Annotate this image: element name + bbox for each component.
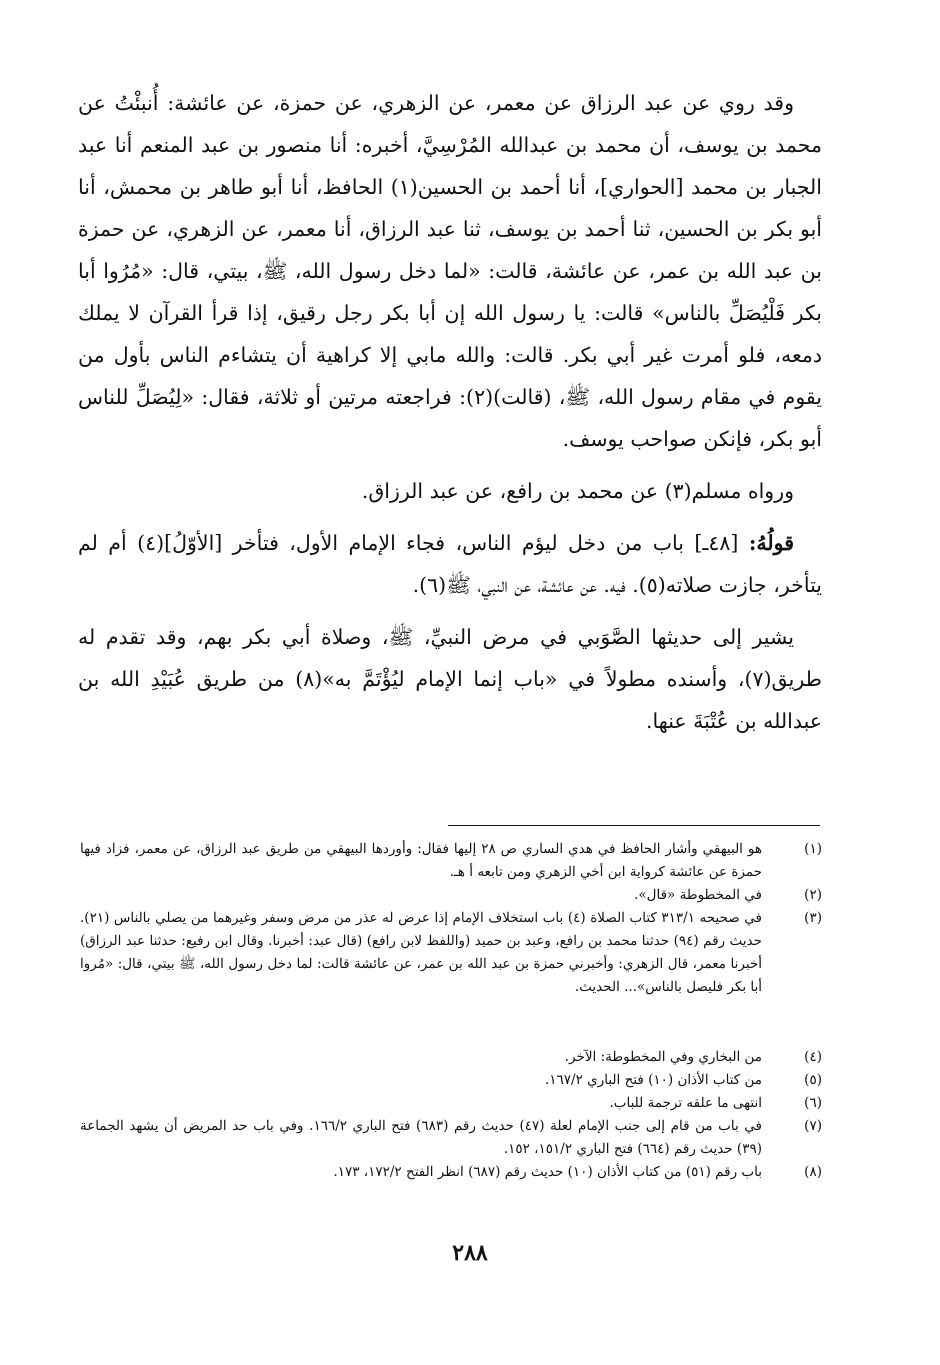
footnotes-group-1 bbox=[80, 838, 822, 999]
footnote-number: (٨) bbox=[804, 1164, 822, 1180]
footnote-text: من البخاري وفي المخطوطة: الآخر. bbox=[564, 1049, 762, 1065]
chapter-heading-text: [٤٨ـ] باب من دخل ليؤم الناس، فجاء الإمام الأول، فتأخر [الأوّلُ](٤) أم لم يتأخر، جازت صلاته(٥). فيه. عن عائشة، عن النبي، ﷺ(٦). bbox=[78, 531, 822, 597]
footnote-text: باب رقم (٥١) من كتاب الأذان (١٠) حديث رقم (٦٨٧) انظر الفتح ١٧٢/٢، ١٧٣. bbox=[333, 1164, 762, 1180]
footnote-text: من كتاب الأذان (١٠) فتح الباري ١٦٧/٢. bbox=[544, 1072, 762, 1088]
footnote bbox=[80, 1046, 822, 1069]
footnote-number: (٤) bbox=[804, 1049, 822, 1065]
paragraph-chapter-heading bbox=[78, 522, 822, 606]
footnote bbox=[80, 1161, 822, 1184]
footnote-text: هو البيهقي وأشار الحافظ في هدي الساري ص ٢٨ إليها فقال: وأوردها البيهقي من طريق عبد الرزاق، عن معمر، فزاد فيها حمزة عن عائشة كرواية ابن أخي الزهري ومن تابعه أ هـ. bbox=[80, 841, 763, 880]
footnote-number: (٥) bbox=[804, 1072, 822, 1088]
footnote bbox=[80, 1092, 822, 1115]
paragraph-commentary: يشير إلى حديثها الصَّوَبي في مرض النبيِّ، ﷺ، وصلاة أبي بكر بهم، وقد تقدم له طريق(٧)، وأسنده مطولاً في «باب إنما الإمام ليُؤْتَمَّ به»(٨) من طريق عُبَيْدِ الله بن عبدالله بن عُتْبَةَ عنها. bbox=[78, 625, 822, 733]
footnotes-group-2 bbox=[80, 1046, 822, 1184]
footnote-text: في المخطوطة «قال». bbox=[634, 887, 762, 903]
footnote-number: (٧) bbox=[804, 1118, 822, 1134]
main-text bbox=[78, 82, 822, 742]
footnote bbox=[80, 907, 822, 999]
footnote-text: في صحيحه ٣١٣/١ كتاب الصلاة (٤) باب استخلاف الإمام إذا عرض له عذر من مرض وسفر وغيرهما من يصلي بالناس (٢١). حديث رقم (٩٤) حدثنا محمد بن رافع، وعبد بن حميد (واللفظ لابن رافع) (قال عبد: أخبرنا. وقال ابن رفيع: حدثنا عبد الرزاق) أخبرنا معمر، قال الزهري: وأخبرني حمزة بن عبد الله بن عمر، عن عائشة قالت: لما دخل رسول الله، ﷺ بيتي، قال: «مُروا أبا بكر فليصل بالناس»... الحديث. bbox=[80, 910, 762, 995]
footnote-text: في باب من قام إلى جنب الإمام لعلة (٤٧) حديث رقم (٦٨٣) فتح الباري ١٦٦/٢. وفي باب حد المريض أن يشهد الجماعة (٣٩) حديث رقم (٦٦٤) فتح الباري ١٥١/٢، ١٥٢. bbox=[80, 1118, 763, 1157]
footnote-number: (٦) bbox=[804, 1095, 822, 1111]
paragraph-hadith-chain: وقد روي عن عبد الرزاق عن معمر، عن الزهري، عن حمزة، عن عائشة: أُنبئْتُ عن محمد بن يوسف، أن محمد بن عبدالله المُرْسِيَّ، أخبره: أنا منصور بن عبد المنعم أنا عبد الجبار بن محمد [الحواري]، أنا أحمد بن الحسين(١) الحافظ، أنا أبو طاهر بن محمش، أنا أبو بكر بن الحسين، ثنا أحمد بن يوسف، ثنا عبد الرزاق، أنا معمر، عن الزهري، عن حمزة بن عبد الله بن عمر، عن عائشة، قالت: «لما دخل رسول الله، ﷺ، بيتي، قال: «مُرُوا أبا بكر فَلْيُصَلِّ بالناس» قالت: يا رسول الله إن أبا بكر رجل رقيق، إذا قرأ القرآن لا يملك دمعه، فلو أمرت غير أبي بكر. قالت: والله مابي إلا كراهية أن يتشاءم الناس بأول من يقوم في مقام رسول الله، ﷺ، (قالت)(٢): فراجعته مرتين أو ثلاثة، فقال: «لِيُصَلِّ للناس أبو بكر، فإنكن صواحب يوسف. bbox=[78, 91, 823, 451]
footnote-text: انتهى ما علقه ترجمة للباب. bbox=[609, 1095, 762, 1111]
footnote bbox=[80, 1115, 822, 1161]
footnote-divider bbox=[448, 825, 820, 826]
paragraph-muslim-narration: ورواه مسلم(٣) عن محمد بن رافع، عن عبد الرزاق. bbox=[361, 479, 794, 503]
footnote bbox=[80, 838, 822, 884]
heading-word: قولُهُ: bbox=[748, 531, 795, 555]
footnote bbox=[80, 884, 822, 907]
footnote-number: (٢) bbox=[804, 887, 822, 903]
footnote-number: (١) bbox=[804, 841, 822, 857]
footnote-number: (٣) bbox=[804, 910, 822, 926]
page-number: ٢٨٨ bbox=[452, 1240, 488, 1266]
footnote bbox=[80, 1069, 822, 1092]
